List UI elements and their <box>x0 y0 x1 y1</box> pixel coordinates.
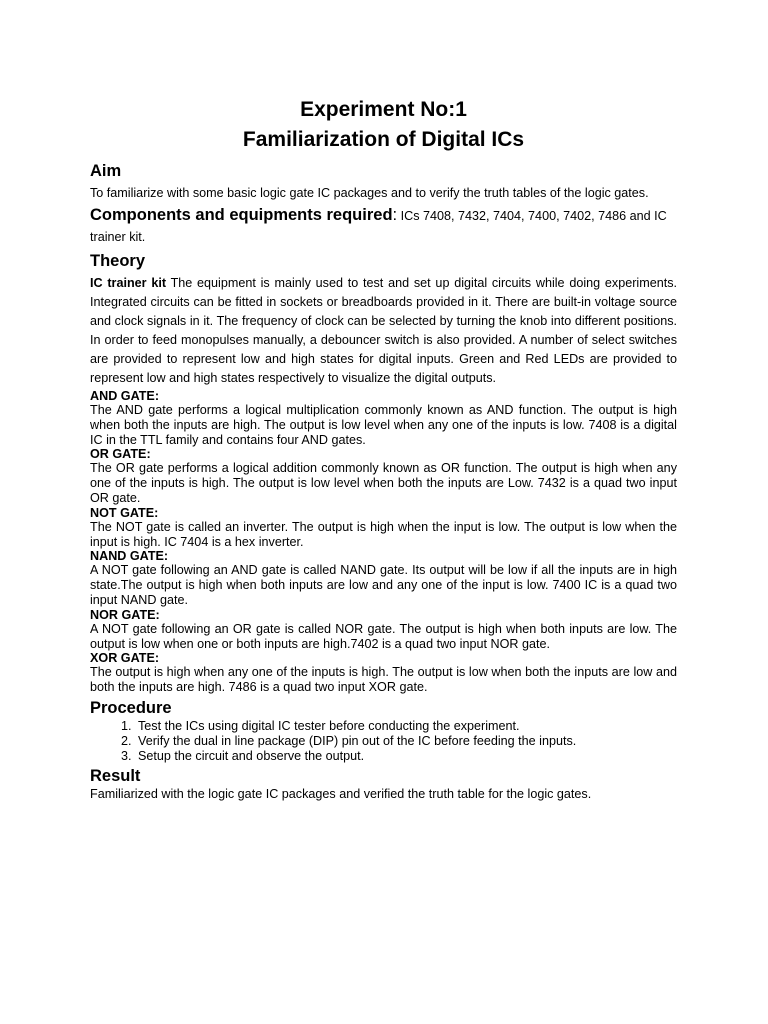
theory-trainer-paragraph <box>90 274 677 388</box>
gates-section <box>90 389 677 695</box>
not-gate-label: NOT GATE: <box>90 505 159 520</box>
nor-gate-label: NOR GATE: <box>90 607 160 622</box>
title-line-1: Experiment No:1 <box>300 98 467 121</box>
procedure-heading: Procedure <box>90 698 172 717</box>
components-paragraph <box>90 205 677 248</box>
title-line-2: Familiarization of Digital ICs <box>242 128 525 151</box>
components-heading: Components and equipments required <box>90 206 393 224</box>
trainer-kit-text: The equipment is mainly used to test and set up digital circuits while doing experiments. Integrated circuits can be fitted in sockets or breadboards provided in it. There are built-in voltage source and clock signals in it. The frequency of clock can be selected by turning the knob into different positions. In order to feed monopulses manually, a debouncer switch is also provided. A number of select switches are provided to represent low and high states for digital inputs. Green and Red LEDs are provided to represent low and high states respectively to visualize the digital outputs. <box>90 276 677 385</box>
nand-gate-text: A NOT gate following an AND gate is called NAND gate. Its output will be low if all the inputs are in high state.The output is high when both inputs are low and any one of the input is low. 7400 IC is a quad two input NAND gate. <box>90 563 677 607</box>
theory-heading: Theory <box>90 252 146 270</box>
procedure-step: 3. Setup the circuit and observe the output. <box>135 749 677 764</box>
procedure-step: 2. Verify the dual in line package (DIP) pin out of the IC before feeding the inputs. <box>135 734 677 749</box>
components-colon: : <box>392 206 398 224</box>
xor-gate-label: XOR GATE: <box>90 651 160 666</box>
nor-gate-text: A NOT gate following an OR gate is called NOR gate. The output is high when both inputs are low. The output is low when one or both inputs are high.7402 is a quad two input NOR gate. <box>90 621 677 651</box>
not-gate-text: The NOT gate is called an inverter. The output is high when the input is low. The output is low when the input is high. IC 7404 is a hex inverter. <box>90 519 677 549</box>
document-page <box>90 95 677 802</box>
trainer-kit-label: IC trainer kit <box>90 276 167 290</box>
procedure-list <box>90 719 677 763</box>
or-gate-text: The OR gate performs a logical addition commonly known as OR function. The output is high when any one of the inputs is high. The output is low level when both the inputs are Low. 7432 is a quad two input OR gate. <box>90 461 677 505</box>
or-gate-label: OR GATE: <box>90 447 151 462</box>
nand-gate-label: NAND GATE: <box>90 549 169 564</box>
result-text: Familiarized with the logic gate IC packages and verified the truth table for the logic gates. <box>90 787 592 802</box>
result-heading: Result <box>90 767 141 786</box>
and-gate-text: The AND gate performs a logical multiplication commonly known as AND function. The output is high when both the inputs are high. The output is low level when any one of the inputs is low. 7408 is a digital IC in the TTL family and contains four AND gates. <box>90 403 677 447</box>
procedure-step: 1. Test the ICs using digital IC tester before conducting the experiment. <box>135 719 677 734</box>
and-gate-label: AND GATE: <box>90 389 160 403</box>
aim-heading: Aim <box>90 162 122 180</box>
xor-gate-text: The output is high when any one of the inputs is high. The output is low when both the inputs are low and both the inputs are high. 7486 is a quad two input XOR gate. <box>90 665 677 695</box>
aim-text: To familiarize with some basic logic gate IC packages and to verify the truth tables of the logic gates. <box>90 186 649 200</box>
components-text: ICs 7408, 7432, 7404, 7400, 7402, 7486 and IC trainer kit. <box>90 209 667 244</box>
